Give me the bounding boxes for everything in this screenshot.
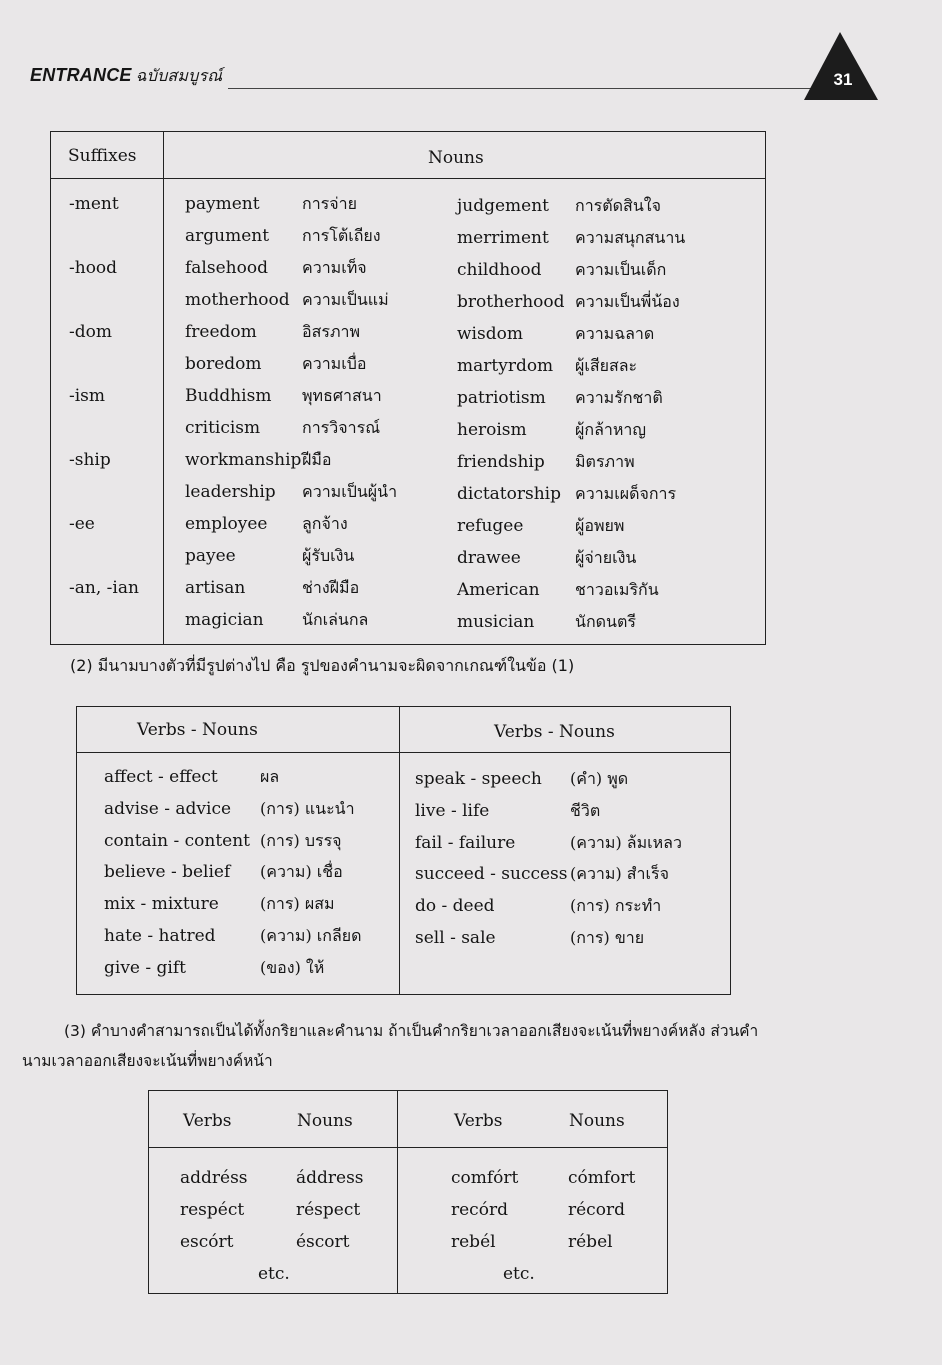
thai-meaning: (ความ) ล้มเหลว	[570, 832, 682, 852]
thai-meaning: (การ) กระทำ	[570, 896, 662, 916]
suffix-label: -ment	[69, 194, 119, 214]
etc-right: etc.	[503, 1264, 535, 1284]
noun-thai: ความรักชาติ	[575, 388, 663, 407]
noun-english: criticism	[185, 418, 261, 438]
page-number-triangle-icon	[802, 30, 882, 104]
verb-noun-pair: do - deed	[415, 896, 495, 917]
verb-noun-pair: believe - belief	[104, 862, 231, 883]
note-3-line-2: นามเวลาออกเสียงจะเน้นที่พยางค์หน้า	[22, 1052, 273, 1070]
thai-meaning: (คำ) พูด	[570, 769, 629, 788]
stress-noun: rébel	[568, 1232, 613, 1252]
noun-thai: ความสนุกสนาน	[575, 228, 686, 247]
noun-thai: ความเบื่อ	[302, 354, 367, 373]
noun-english: boredom	[185, 354, 262, 374]
stress-table	[148, 1090, 668, 1294]
header-title	[30, 64, 222, 89]
etc-left: etc.	[258, 1264, 290, 1284]
verb-noun-pair: live - life	[415, 800, 490, 821]
nouns-header: Nouns	[428, 148, 484, 168]
noun-english: brotherhood	[457, 292, 565, 312]
noun-english: magician	[185, 610, 264, 630]
page-number: 31	[833, 70, 853, 89]
noun-english: workmanship	[185, 450, 302, 470]
noun-thai: ผู้จ่ายเงิน	[575, 548, 637, 567]
noun-english: American	[457, 580, 540, 600]
suffix-label: -dom	[69, 322, 112, 342]
noun-thai: การตัดสินใจ	[575, 196, 661, 215]
noun-thai: ฝีมือ	[302, 450, 332, 469]
noun-english: merriment	[457, 228, 549, 248]
noun-thai: ความฉลาด	[575, 324, 655, 343]
noun-thai: มิตรภาพ	[575, 452, 635, 471]
noun-thai: ผู้กล้าหาญ	[575, 420, 647, 439]
noun-thai: ความเป็นผู้นำ	[302, 482, 398, 501]
noun-thai: ความเป็นเด็ก	[575, 260, 667, 279]
book-title: ENTRANCE	[30, 65, 132, 85]
verbs-nouns-header-left: Verbs - Nouns	[137, 720, 258, 740]
verb-noun-pair: give - gift	[104, 957, 186, 978]
suffix-label: -an, -ian	[69, 578, 139, 598]
note-2: (2) มีนามบางตัวที่มีรูปต่างไป คือ รูปของคำนามจะผิดจากเกณฑ์ในข้อ (1)	[70, 656, 575, 675]
thai-meaning: (การ) บรรจุ	[260, 830, 342, 850]
verb-noun-pair: affect - effect	[104, 767, 218, 787]
stress-noun: réspect	[296, 1200, 361, 1220]
noun-thai: ผู้เสียสละ	[575, 356, 638, 375]
noun-english: musician	[457, 612, 535, 632]
book-subtitle: ฉบับสมบูรณ์	[135, 68, 223, 85]
thai-meaning: (การ) ผสม	[260, 894, 335, 914]
stress-header-verbs-right: Verbs	[454, 1111, 503, 1131]
noun-thai: ชาวอเมริกัน	[575, 580, 659, 599]
note-3-line-1: (3) คำบางคำสามารถเป็นได้ทั้งกริยาและคำนาม ถ้าเป็นคำกริยาเวลาออกเสียงจะเน้นที่พยางค์หลัง ส่วนคำ	[64, 1022, 759, 1040]
suffix-label: -ship	[69, 450, 111, 470]
stress-noun: éscort	[296, 1232, 350, 1252]
noun-english: argument	[185, 226, 270, 246]
stress-noun: áddress	[296, 1168, 364, 1188]
noun-english: patriotism	[457, 388, 546, 408]
verb-noun-pair: mix - mixture	[104, 894, 219, 915]
noun-english: wisdom	[457, 324, 523, 344]
noun-thai: ความเป็นแม่	[302, 290, 389, 309]
noun-english: martyrdom	[457, 356, 554, 376]
noun-english: leadership	[185, 482, 276, 502]
stress-verb: recórd	[451, 1200, 508, 1220]
noun-english: Buddhism	[185, 386, 272, 406]
stress-header-nouns-left: Nouns	[297, 1111, 353, 1131]
noun-thai: การวิจารณ์	[302, 418, 381, 437]
noun-thai: ผู้รับเงิน	[302, 546, 355, 565]
verb-noun-pair: fail - failure	[415, 832, 516, 853]
suffix-label: -hood	[69, 258, 118, 278]
noun-english: employee	[185, 514, 268, 534]
noun-english: drawee	[457, 548, 521, 568]
stress-verb: comfórt	[451, 1168, 519, 1188]
verb-noun-pair: sell - sale	[415, 928, 496, 948]
noun-thai: การโต้เถียง	[302, 226, 381, 245]
noun-english: heroism	[457, 420, 527, 440]
suffix-label: -ism	[69, 386, 106, 406]
noun-thai: นักเล่นกล	[302, 610, 369, 629]
noun-english: artisan	[185, 578, 246, 598]
noun-english: freedom	[185, 322, 257, 342]
noun-english: judgement	[457, 196, 550, 216]
noun-thai: ความเท็จ	[302, 258, 367, 277]
stress-verb: addréss	[180, 1168, 248, 1188]
noun-thai: ความเผด็จการ	[575, 484, 677, 503]
verb-noun-pair: speak - speech	[415, 769, 542, 789]
verb-noun-pair: contain - content	[104, 830, 250, 851]
thai-meaning: ผล	[260, 767, 280, 786]
stress-noun: récord	[568, 1200, 625, 1220]
noun-english: motherhood	[185, 290, 290, 310]
suffix-label: -ee	[69, 514, 95, 534]
noun-thai: ความเป็นพี่น้อง	[575, 292, 680, 311]
suffix-nouns-table	[50, 131, 766, 645]
noun-thai: ผู้อพยพ	[575, 516, 625, 535]
thai-meaning: (ความ) เชื่อ	[260, 862, 343, 882]
verb-noun-pair: hate - hatred	[104, 926, 216, 946]
thai-meaning: (ของ) ให้	[260, 957, 325, 977]
stress-header-verbs-left: Verbs	[183, 1111, 232, 1131]
verbs-nouns-table	[76, 706, 731, 995]
thai-meaning: (การ) ขาย	[570, 928, 645, 947]
verbs-nouns-header-right: Verbs - Nouns	[494, 722, 615, 742]
stress-header-nouns-right: Nouns	[569, 1111, 625, 1131]
thai-meaning: (ความ) สำเร็จ	[570, 864, 669, 884]
noun-thai: พุทธศาสนา	[302, 386, 382, 405]
noun-english: refugee	[457, 516, 524, 536]
noun-english: falsehood	[185, 258, 268, 278]
noun-english: dictatorship	[457, 484, 561, 504]
noun-thai: อิสรภาพ	[302, 322, 361, 341]
thai-meaning: (การ) แนะนำ	[260, 798, 355, 818]
noun-thai: นักดนตรี	[575, 612, 636, 631]
thai-meaning: (ความ) เกลียด	[260, 926, 362, 945]
noun-thai: ลูกจ้าง	[302, 514, 348, 533]
noun-english: childhood	[457, 260, 542, 280]
header-rule	[228, 88, 812, 89]
noun-thai: การจ่าย	[302, 194, 357, 213]
stress-verb: rebél	[451, 1232, 496, 1252]
suffixes-header: Suffixes	[68, 146, 137, 166]
noun-thai: ช่างฝีมือ	[302, 578, 360, 597]
noun-english: friendship	[457, 452, 545, 472]
stress-noun: cómfort	[568, 1168, 636, 1188]
stress-verb: respéct	[180, 1200, 245, 1220]
thai-meaning: ชีวิต	[570, 800, 601, 820]
stress-verb: escórt	[180, 1232, 234, 1252]
verb-noun-pair: advise - advice	[104, 798, 232, 819]
noun-english: payee	[185, 546, 236, 566]
noun-english: payment	[185, 194, 260, 214]
verb-noun-pair: succeed - success	[415, 864, 568, 885]
